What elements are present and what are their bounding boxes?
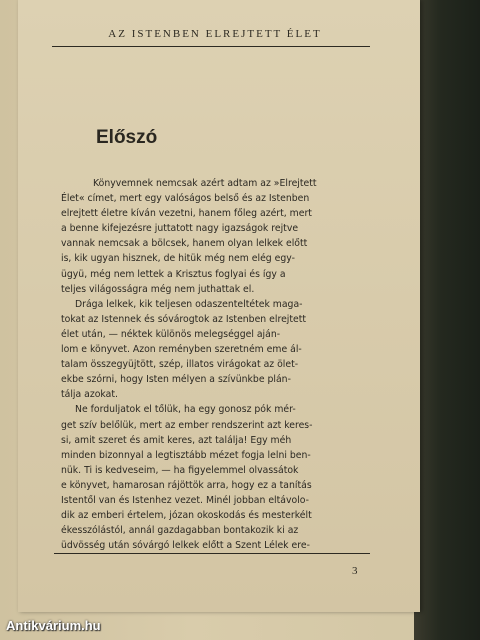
text-line: Istentől van és Istenhez vezet. Minél jobban eltávolo-: [61, 494, 309, 506]
text-line: is, kik ugyan hisznek, de hitük még nem elég egy-: [61, 253, 295, 265]
body-text: [61, 176, 366, 553]
text-line: minden bizonnyal a legtisztább mézet fogja lelni ben-: [61, 449, 311, 461]
text-line: ekbe szórni, hogy Isten mélyen a szívünkbe plán-: [61, 374, 291, 386]
chapter-title: Előszó: [96, 127, 158, 148]
text-line: ügyü, még nem lettek a Krisztus foglyai és így a: [61, 268, 286, 280]
text-line: Drága lelkek, kik teljesen odaszenteltétek maga-: [75, 298, 303, 310]
text-line: e könyvet, hamarosan rájöttök arra, hogy ez a tanítás: [61, 479, 312, 491]
text-line: dik az emberi értelem, józan okoskodás és mesterkélt: [61, 510, 312, 522]
text-line: tálja azokat.: [61, 389, 118, 401]
text-line: üdvösség után sóvárgó lelkek előtt a Szent Lélek ere-: [61, 540, 310, 552]
text-line: talam összegyüjtött, szép, illatos virágokat az ölet-: [61, 359, 299, 371]
text-line: a benne kifejezésre juttatott nagy igazságok rejtve: [61, 223, 299, 235]
text-line: tokat az Istennek és sóvárogtok az Istenben elrejtett: [61, 313, 307, 325]
header-rule: [52, 46, 370, 47]
text-line: élet után, — néktek különös melegséggel aján-: [61, 328, 281, 340]
text-line: Ne forduljatok el tőlük, ha egy gonosz pók mér-: [75, 404, 296, 416]
book-cover: [414, 0, 480, 640]
text-line: ékesszólástól, annál gazdagabban bontakozik ki az: [61, 525, 299, 537]
text-line: Élet« címet, mert egy valóságos belső és az Istenben: [61, 193, 310, 205]
text-line: get szív belőlük, mert az ember rendszerint azt keres-: [61, 419, 313, 431]
text-line: vannak nemcsak a bölcsek, hanem olyan lelkek előtt: [61, 238, 308, 250]
watermark: Antikvárium.hu: [6, 618, 101, 633]
text-line: teljes világosságra még nem juthattak el.: [61, 283, 255, 295]
page-number: 3: [352, 565, 358, 577]
text-line: Könyvemnek nemcsak azért adtam az »Elrejtett: [93, 178, 317, 189]
text-line: elrejtett életre kíván vezetni, hanem főleg azért, mert: [61, 208, 312, 220]
text-line: lom e könyvet. Azon reményben szeretném eme ál-: [61, 344, 302, 356]
running-head: AZ ISTENBEN ELREJTETT ÉLET: [108, 28, 322, 40]
footer-rule: [54, 553, 370, 554]
text-line: nük. Ti is kedveseim, — ha figyelemmel olvassátok: [61, 464, 299, 476]
text-line: si, amit szeret és amit keres, azt találja! Egy méh: [61, 434, 292, 446]
